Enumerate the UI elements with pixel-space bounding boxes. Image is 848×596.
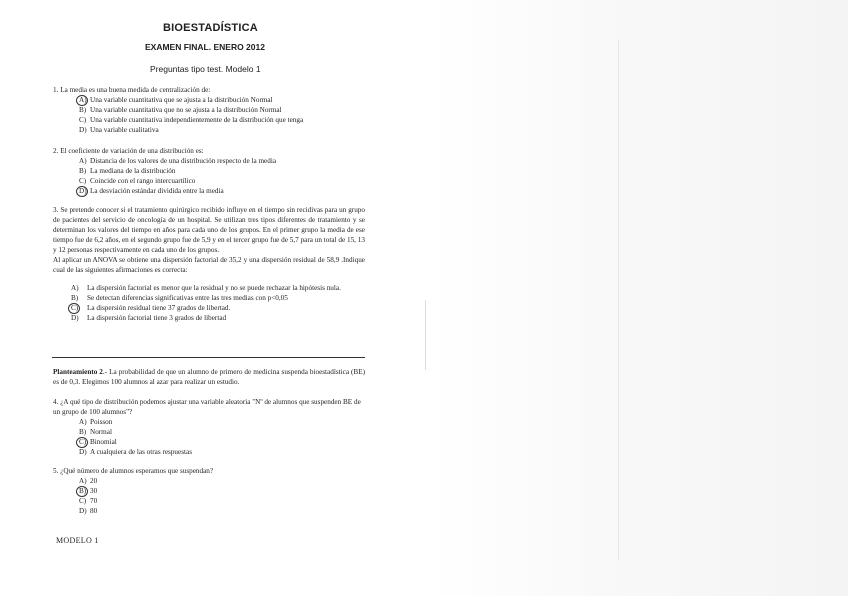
question-3 bbox=[53, 205, 365, 323]
option-c: C) Una variable cuantitativa independientemente de la distribución que tenga bbox=[79, 116, 304, 124]
question-2 bbox=[53, 146, 365, 196]
question-stem: 4. ¿A qué tipo de distribución podemos ajustar una variable aleatoria "Nº de alumnos que suspenden BE de un grupo de 100 alumnos"? bbox=[53, 398, 361, 416]
option-a: A) La dispersión factorial es menor que la residual y no se puede rechazar la hipótesis nula. bbox=[71, 284, 341, 292]
question-5 bbox=[53, 466, 365, 516]
option-c: C) 70 bbox=[79, 497, 98, 505]
exam-subtitle: EXAMEN FINAL. ENERO 2012 bbox=[145, 42, 265, 52]
option-c-selected: C) Binomial bbox=[79, 438, 117, 446]
option-d-selected: D) La desviación estándar dividida entre la media bbox=[79, 187, 224, 195]
option-b: B) Una variable cuantitativa que no se ajusta a la distribución Normal bbox=[79, 106, 282, 114]
model-footer: MODELO 1 bbox=[56, 536, 99, 545]
option-a: A) 20 bbox=[79, 477, 98, 485]
option-a: A) Poisson bbox=[79, 418, 113, 426]
option-a: A) Distancia de los valores de una distribución respecto de la media bbox=[79, 157, 277, 165]
option-d: D) Una variable cualitativa bbox=[79, 126, 159, 134]
option-d: D) 80 bbox=[79, 507, 98, 515]
question-stem: 5. ¿Qué número de alumnos esperamos que suspendan? bbox=[53, 467, 214, 475]
scan-artifact bbox=[425, 300, 426, 370]
question-stem: 1. La media es una buena medida de centralización de: bbox=[53, 86, 211, 94]
planteamiento-label: Planteamiento 2 bbox=[53, 368, 103, 376]
question-stem-continued: Al aplicar un ANOVA se obtiene una dispersión factorial de 35,2 y una dispersión residual de 58,9 .Indique cual de las siguientes afirmaciones es correcta: bbox=[53, 256, 365, 274]
planteamiento-2 bbox=[53, 367, 365, 387]
option-d: D) La dispersión factorial tiene 3 grados de libertad bbox=[71, 314, 227, 322]
question-stem: 2. El coeficiente de variación de una distribución es: bbox=[53, 147, 204, 155]
question-stem: 3. Se pretende conocer si el tratamiento quirúrgico recibido influye en el tiempo sin recidivas para un grupo de pacientes del servicio de oncología de un hospital. Se utilizan tres tipos diferentes de tratamiento y se determinan los valores del tiempo en años para cada uno de los grupos. En el primer grupo la media de ese tiempo fue de 6,2 años, en el segundo grupo fue de 5,9 y en el tercer grupo fue de 5,7 para un total de 15, 13 y 12 personas respectivamente en cada uno de los grupos. bbox=[53, 206, 365, 254]
planteamiento-text: .- La probabilidad de que un alumno de primero de medicina suspenda bioestadística (BE) es de 0,3. Elegimos 100 alumnos al azar para realizar un estudio. bbox=[53, 368, 365, 386]
option-b-selected: B) 30 bbox=[79, 487, 98, 495]
exam-model-heading: Preguntas tipo test. Modelo 1 bbox=[150, 64, 261, 74]
option-c-selected: C) La dispersión residual tiene 37 grados de libertad. bbox=[71, 304, 231, 312]
question-1 bbox=[53, 85, 365, 135]
scan-artifact bbox=[618, 40, 619, 560]
option-c: C) Coincide con el rango intercuartílico bbox=[79, 177, 196, 185]
option-a-selected: A) Una variable cuantitativa que se ajusta a la distribución Normal bbox=[79, 96, 273, 104]
document-title: BIOESTADÍSTICA bbox=[163, 22, 258, 34]
option-b: B) La mediana de la distribución bbox=[79, 167, 176, 175]
section-divider bbox=[52, 357, 365, 358]
question-4 bbox=[53, 397, 365, 457]
option-d: D) A cualquiera de las otras respuestas bbox=[79, 448, 192, 456]
option-b: B) Normal bbox=[79, 428, 112, 436]
scan-shade bbox=[430, 0, 848, 596]
option-b: B) Se detectan diferencias significativas entre las tres medias con p<0,05 bbox=[71, 294, 288, 302]
